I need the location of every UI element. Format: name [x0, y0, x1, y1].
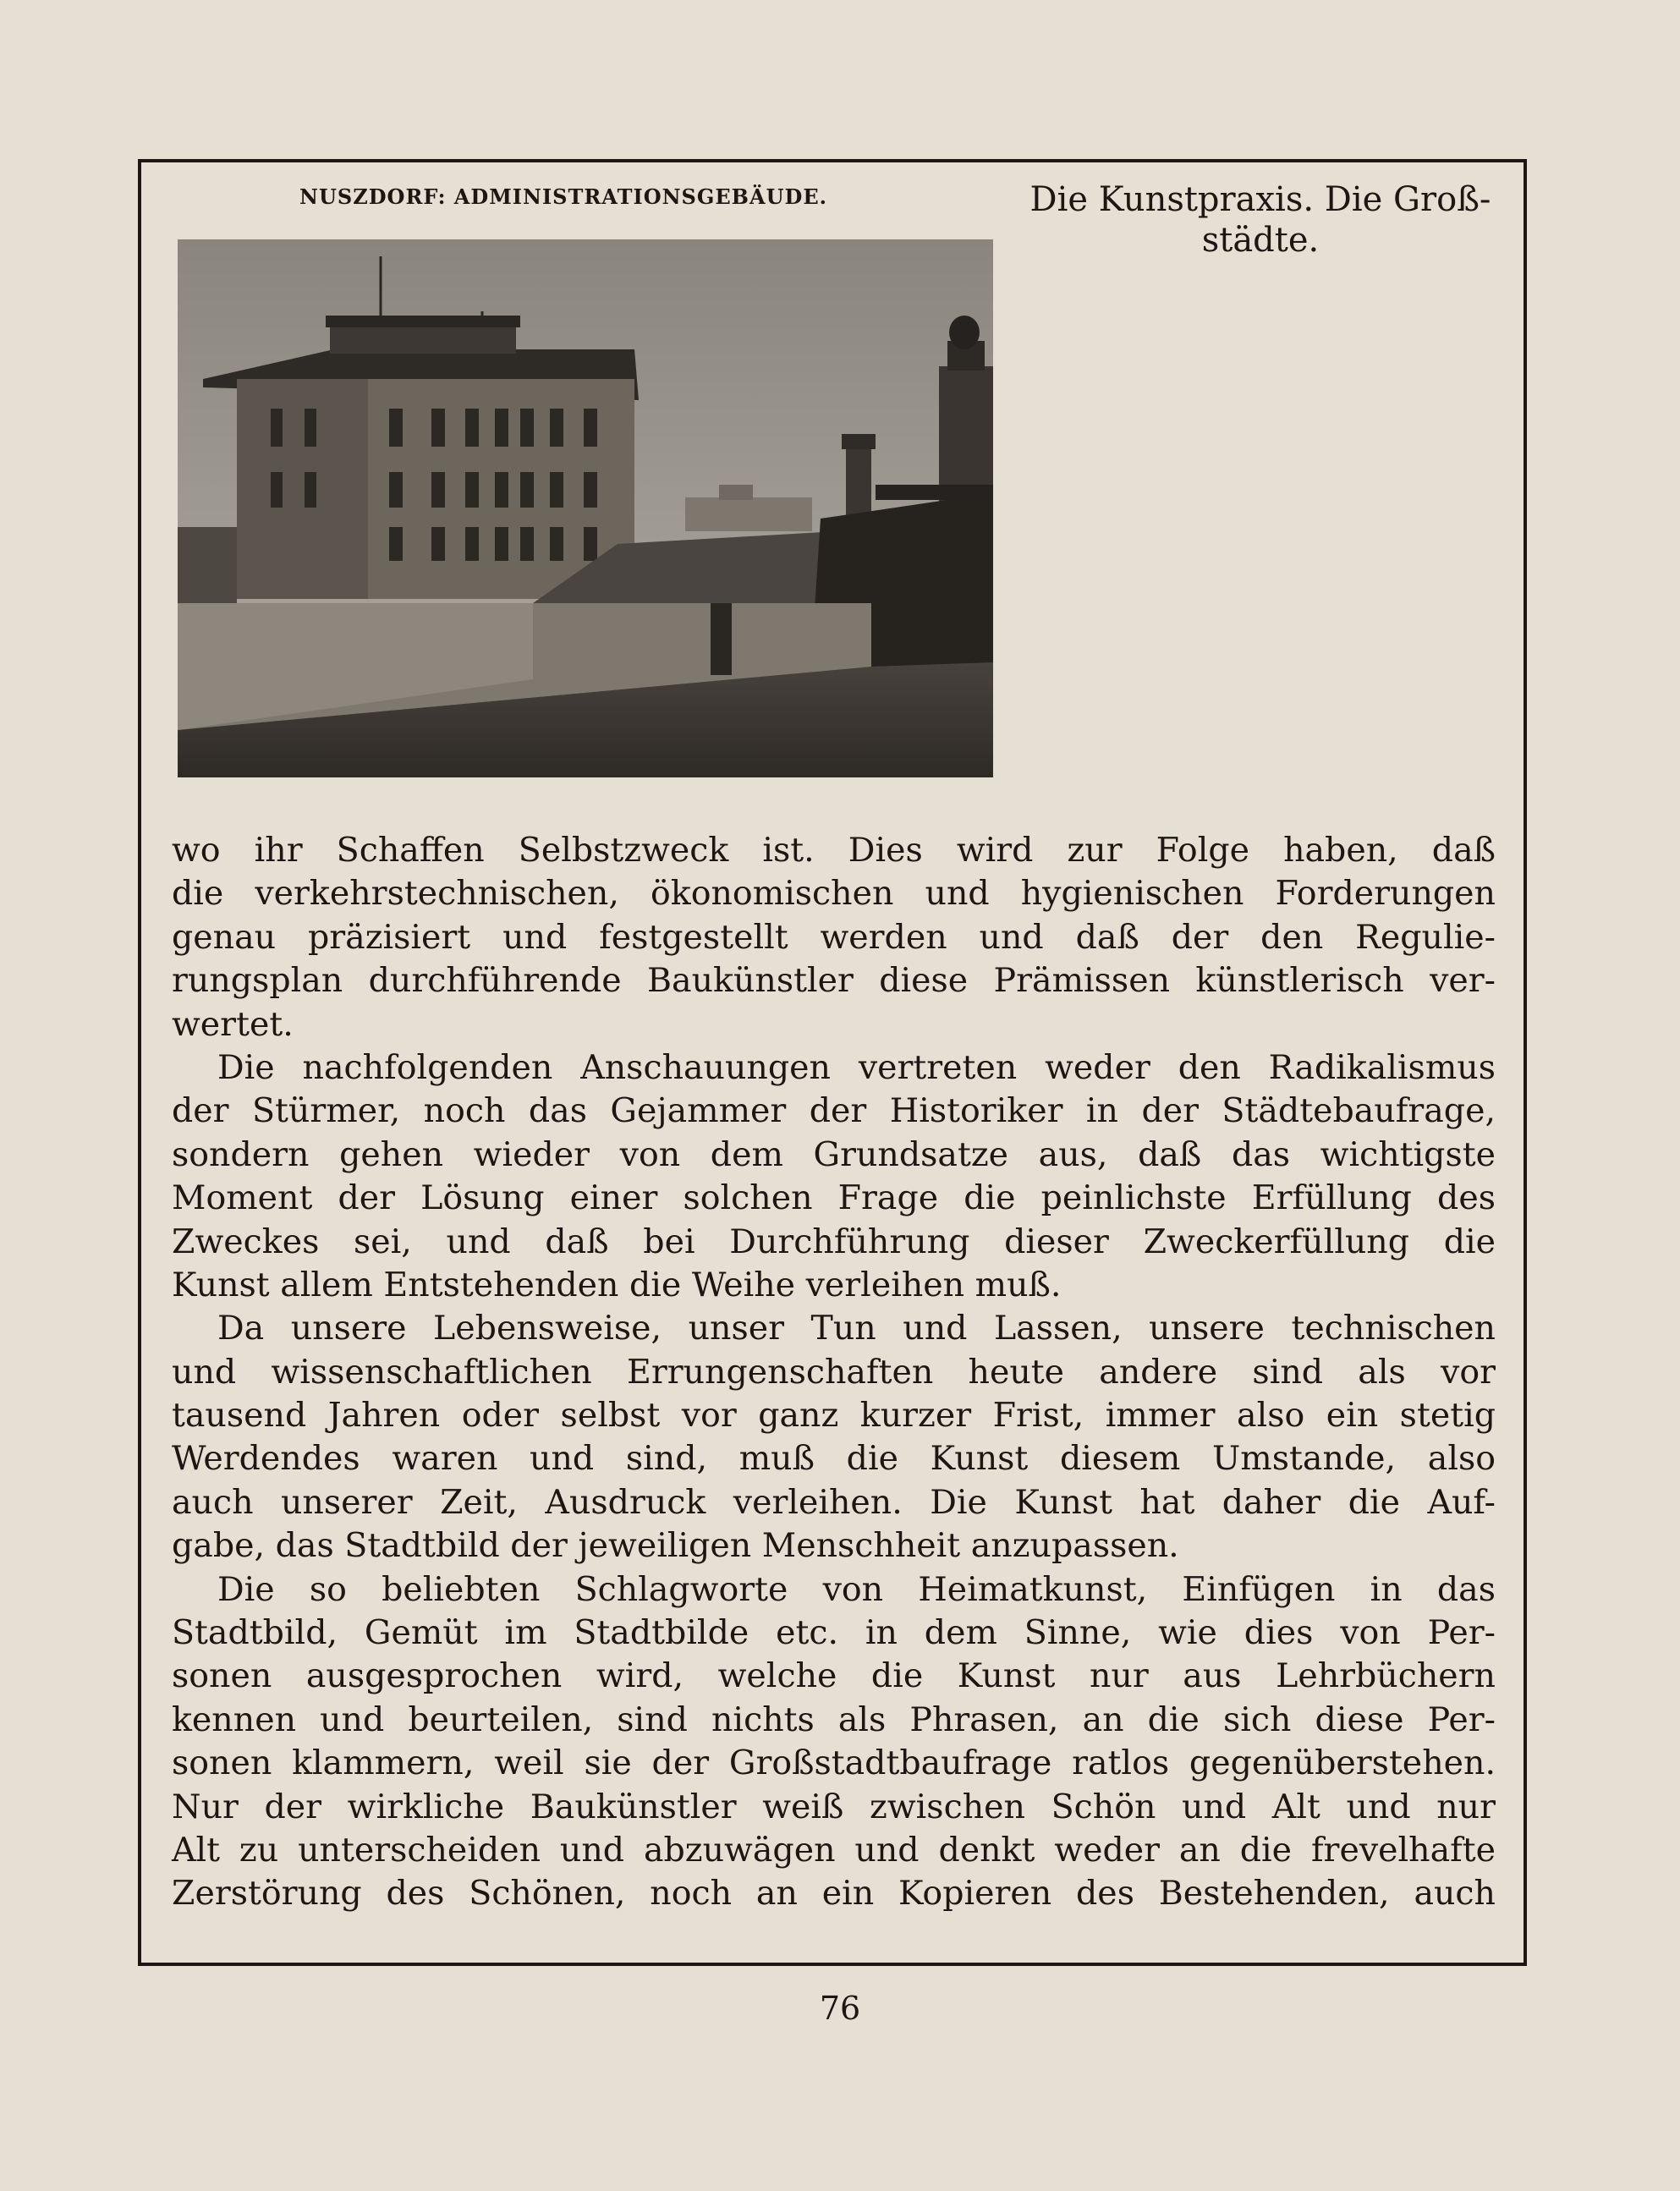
text-line: Kunst allem Entstehenden die Weihe verleihen muß. [172, 1265, 1062, 1304]
text-line: tausend Jahren oder selbst vor ganz kurzer Frist, immer also ein stetig [172, 1396, 1496, 1436]
text-line: Die nachfolgenden Anschauungen vertreten weder den Radikalismus [217, 1047, 1496, 1087]
text-line: Werdendes waren und sind, muß die Kunst diesem Umstande, also [172, 1439, 1496, 1479]
text-line: Nur der wirkliche Baukünstler weiß zwischen Schön und Alt und nur [172, 1787, 1496, 1826]
side-heading-line-2: städte. [1201, 221, 1320, 260]
text-line: Da unsere Lebensweise, unser Tun und Lassen, unsere technischen [217, 1309, 1496, 1348]
text-line: Die so beliebten Schlagworte von Heimatkunst, Einfügen in das [217, 1569, 1496, 1609]
text-line: wo ihr Schaffen Selbstzweck ist. Dies wird zur Folge haben, daß [172, 831, 1496, 870]
side-heading-line-1: Die Kunstpraxis. Die Groß- [1029, 180, 1491, 219]
building-photo-illustration [178, 239, 993, 777]
text-line: wertet. [172, 1004, 294, 1044]
text-line: sonen klammern, weil sie der Großstadtbaufrage ratlos gegenüberstehen. [172, 1743, 1496, 1783]
side-heading [1007, 179, 1514, 261]
text-line: kennen und beurteilen, sind nichts als Phrasen, an die sich diese Per- [172, 1700, 1496, 1739]
text-line: sonen ausgesprochen wird, welche die Kunst nur aus Lehrbüchern [172, 1656, 1496, 1696]
text-line: der Stürmer, noch das Gejammer der Historiker in der Städtebaufrage, [172, 1091, 1496, 1131]
text-line: Stadtbild, Gemüt im Stadtbilde etc. in dem Sinne, wie dies von Per- [172, 1613, 1496, 1653]
text-line: gabe, das Stadtbild der jeweiligen Menschheit anzupassen. [172, 1526, 1179, 1566]
text-line: Alt zu unterscheiden und abzuwägen und denkt weder an die frevelhafte [172, 1830, 1496, 1870]
text-line: genau präzisiert und festgestellt werden und daß der den Regulie- [172, 917, 1496, 957]
body-text [172, 829, 1496, 1916]
page-number: 76 [819, 1990, 861, 2027]
photo-caption: NUSZDORF: ADMINISTRATIONSGEBÄUDE. [299, 184, 827, 209]
building-photo [178, 239, 993, 777]
text-line: Zerstörung des Schönen, noch an ein Kopieren des Bestehenden, auch [172, 1874, 1496, 1914]
text-line: sondern gehen wieder von dem Grundsatze aus, daß das wichtigste [172, 1134, 1496, 1174]
text-line: die verkehrstechnischen, ökonomischen und hygienischen Forderungen [172, 874, 1496, 914]
text-line: Zweckes sei, und daß bei Durchführung dieser Zweckerfüllung die [172, 1222, 1496, 1261]
text-line: Moment der Lösung einer solchen Frage die peinlichste Erfüllung des [172, 1178, 1496, 1218]
text-line: rungsplan durchführende Baukünstler diese Prämissen künstlerisch ver- [172, 961, 1496, 1001]
text-line: auch unserer Zeit, Ausdruck verleihen. Die Kunst hat daher die Auf- [172, 1482, 1496, 1522]
text-line: und wissenschaftlichen Errungenschaften heute andere sind als vor [172, 1352, 1496, 1392]
